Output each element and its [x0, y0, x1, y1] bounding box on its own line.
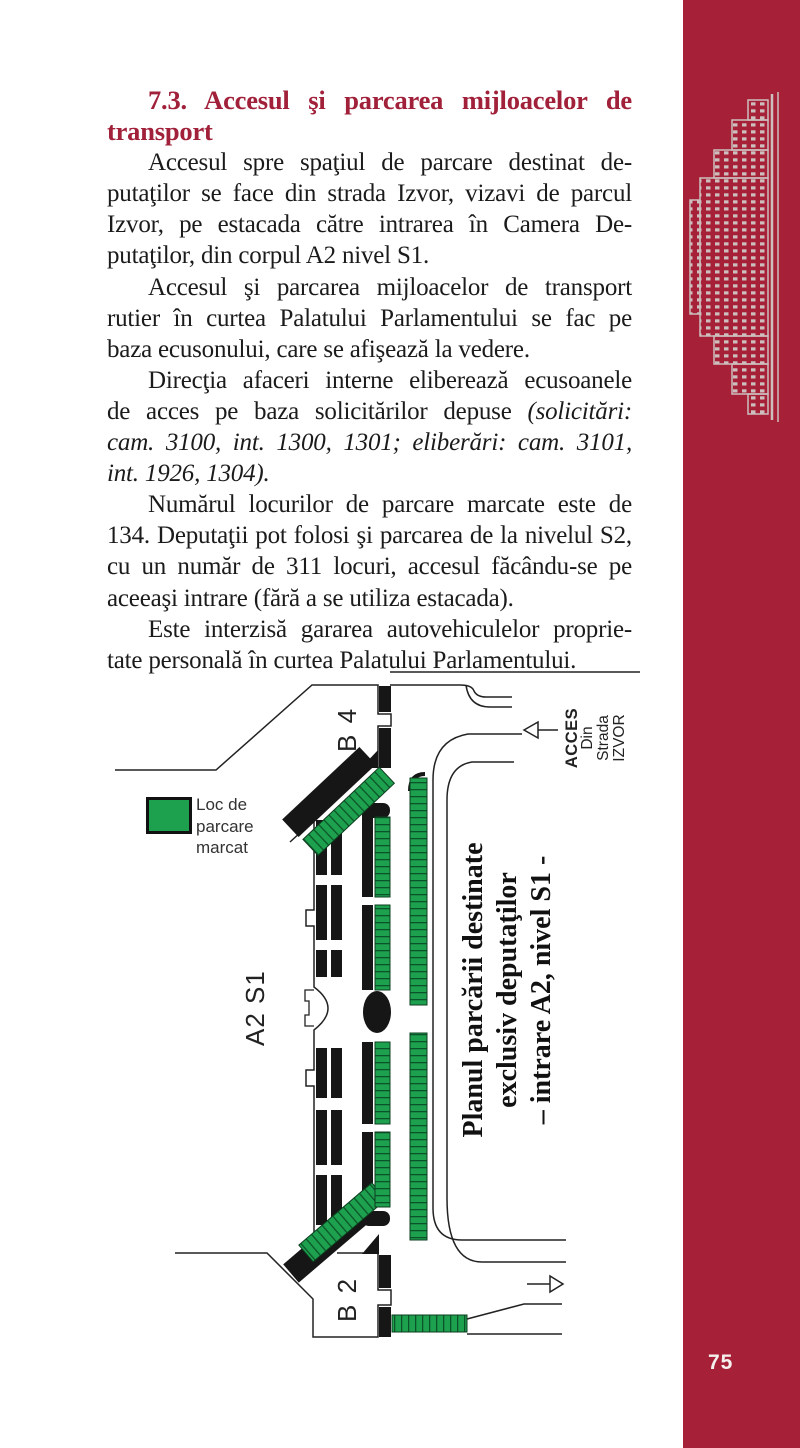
text-segment: cam. 3100, int. 1300, 1301; eliberări: cam. 3101,: [107, 429, 632, 457]
text-segment: Numărul locurilor de parcare marcate este de: [148, 491, 632, 519]
text-line: [107, 396, 632, 427]
paragraph: [107, 614, 632, 676]
caption-line: – intrare A2, nivel S1 -: [526, 855, 557, 1125]
text-line: [107, 116, 632, 147]
parking-spot-swatch-icon: [146, 797, 192, 834]
paragraph: [107, 365, 632, 489]
legend-text: [196, 794, 254, 859]
text-segment: Accesul spre spaţiul de parcare destinat de-: [148, 149, 632, 177]
diagram-caption: [457, 800, 559, 1180]
text-line: [107, 427, 632, 458]
label-b4: B 4: [332, 706, 362, 752]
label-a2-s1: A2 S1: [240, 970, 270, 1046]
text-segment: (solicitări:: [527, 397, 632, 425]
article-body: [107, 147, 632, 676]
paragraph: [107, 489, 632, 613]
text-line: [107, 240, 632, 271]
palace-sketch-icon: [686, 92, 782, 422]
text-segment: Este interzisă gararea autovehiculelor proprie-: [148, 615, 632, 643]
text-line: [107, 520, 632, 551]
exit-arrow-icon: [527, 1276, 563, 1292]
legend-line: Loc de: [196, 795, 248, 814]
article: [107, 85, 632, 676]
parking-plan-drawing: [100, 670, 640, 1350]
text-segment: Accesul şi parcarea mijloacelor de transport: [148, 273, 632, 301]
text-line: [107, 209, 632, 240]
text-line: [107, 614, 632, 645]
article-heading: [107, 85, 632, 147]
text-segment: transport: [107, 116, 213, 147]
text-line: [107, 272, 632, 303]
text-segment: aceeaşi intrare (fără a se utiliza estacada).: [107, 584, 514, 612]
text-line: [107, 85, 632, 116]
text-segment: Direcţia afaceri interne eliberează ecusoanele: [148, 366, 632, 394]
text-line: [107, 551, 632, 582]
access-label: [563, 690, 628, 786]
page-number: 75: [708, 1351, 734, 1374]
text-segment: de acces pe baza solicitărilor depuse: [107, 397, 528, 425]
text-line: [107, 178, 632, 209]
parking-plan-diagram: [100, 670, 640, 1350]
text-segment: putaţilor se face din strada Izvor, vizavi de parcul: [107, 180, 632, 208]
text-segment: putaţilor, din corpul A2 nivel S1.: [107, 242, 430, 270]
text-line: [107, 583, 632, 614]
text-segment: 134. Deputaţii pot folosi şi parcarea de la nivelul S2,: [107, 522, 632, 550]
text-line: [107, 334, 632, 365]
paragraph: [107, 272, 632, 365]
text-line: [107, 489, 632, 520]
text-line: [107, 365, 632, 396]
structures: [282, 686, 425, 1337]
text-line: [107, 303, 632, 334]
access-line: ACCES: [563, 707, 581, 769]
text-segment: baza ecusonului, care se afişează la vedere.: [107, 335, 530, 363]
caption-line: Planul parcării destinate: [458, 842, 489, 1138]
text-segment: rutier în curtea Palatului Parlamentului se fac pe: [107, 304, 632, 332]
text-segment: tate personală în curtea Palatului Parlamentului.: [107, 646, 577, 674]
access-arrow-icon: [524, 722, 558, 738]
text-segment: cu un număr de 311 locuri, accesul făcându-se pe: [107, 553, 632, 581]
legend-line: marcat: [196, 838, 248, 857]
access-line: Din: [579, 726, 596, 750]
text-segment: 7.3. Accesul şi parcarea mijloacelor de: [148, 85, 632, 115]
label-b2: B 2: [332, 1276, 362, 1322]
caption-line: exclusiv deputaţilor: [492, 872, 523, 1108]
access-line: Strada IZVOR: [595, 714, 628, 762]
text-segment: Izvor, pe estacada către intrarea în Camera De-: [107, 211, 632, 239]
paragraph: [107, 147, 632, 271]
text-segment: int. 1926, 1304).: [107, 460, 270, 488]
legend-line: parcare: [196, 816, 254, 836]
text-line: [107, 458, 632, 489]
text-line: [107, 147, 632, 178]
